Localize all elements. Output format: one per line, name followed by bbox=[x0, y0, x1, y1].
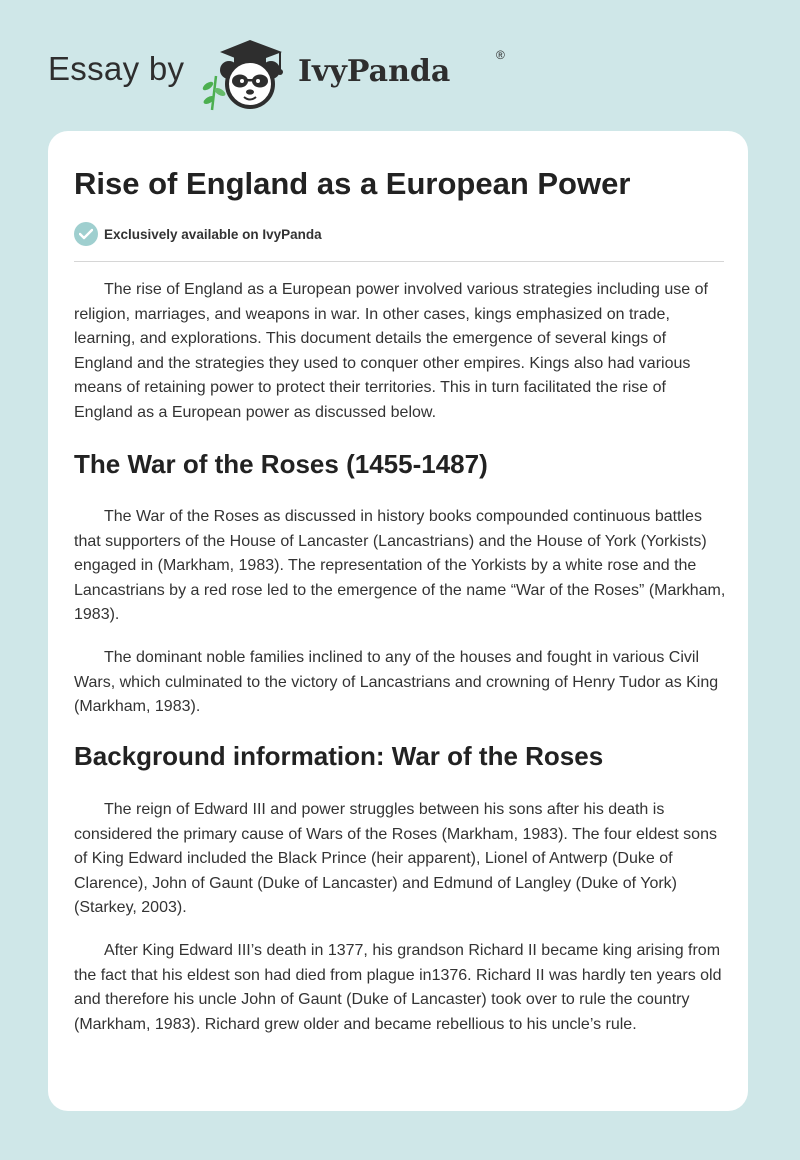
paragraph: After King Edward III’s death in 1377, his grandson Richard II became king arising from the fact that his eldest son had died from plague in1376. Richard II was hardly ten years old and therefore his uncle John of Gaunt (Duke of Lancaster) took over to rule the country (Markham, 1983). Richard grew older and became rebellious to his uncle’s rule. bbox=[74, 942, 722, 1033]
article-card bbox=[48, 131, 748, 1111]
brand-header bbox=[48, 30, 548, 110]
section-heading: Background information: War of the Roses bbox=[74, 741, 604, 771]
divider bbox=[74, 261, 724, 262]
exclusive-text: Exclusively available on IvyPanda bbox=[104, 226, 322, 242]
section-heading: The War of the Roses (1455-1487) bbox=[74, 449, 488, 479]
brand-prefix: Essay by bbox=[48, 50, 185, 87]
paragraph: The reign of Edward III and power struggles between his sons after his death is considered the primary cause of Wars of the Roses (Markham, 1983). The four eldest sons of King Edward included the Black Prince (heir apparent), Lionel of Antwerp (Duke of Clarence), John of Gaunt (Duke of Lancaster) and Edmund of Langley (Duke of York) (Starkey, 2003). bbox=[74, 801, 717, 917]
exclusive-badge bbox=[74, 221, 322, 247]
paragraph: The dominant noble families inclined to any of the houses and fought in various Civil Wars, which culminated to the victory of Lancastrians and crowning of Henry Tudor as King (Markham, 1983). bbox=[74, 649, 719, 716]
brand-name: IvyPanda bbox=[298, 54, 451, 89]
paragraph: The War of the Roses as discussed in history books compounded continuous battles that supporters of the House of Lancaster (Lancastrians) and the House of York (Yorkists) engaged in (Markham, 1983). The representation of the Yorkists by a white rose and the Lancastrians by a red rose led to the emergence of the name “War of the Roses” (Markham, 1983). bbox=[74, 508, 726, 624]
intro-paragraph: The rise of England as a European power involved various strategies including use of religion, marriages, and weapons in war. In other cases, kings emphasized on trade, learning, and explorations. This document details the emergence of several kings of England and the strategies they used to conquer other empires. Kings also had various means of retaining power to protect their territories. This in turn facilitated the rise of England as a European power as discussed below. bbox=[74, 281, 708, 421]
check-circle-icon bbox=[74, 222, 98, 246]
panda-graduate-icon bbox=[200, 36, 292, 112]
article-title: Rise of England as a European Power bbox=[74, 166, 631, 201]
registered-mark: ® bbox=[496, 48, 505, 62]
